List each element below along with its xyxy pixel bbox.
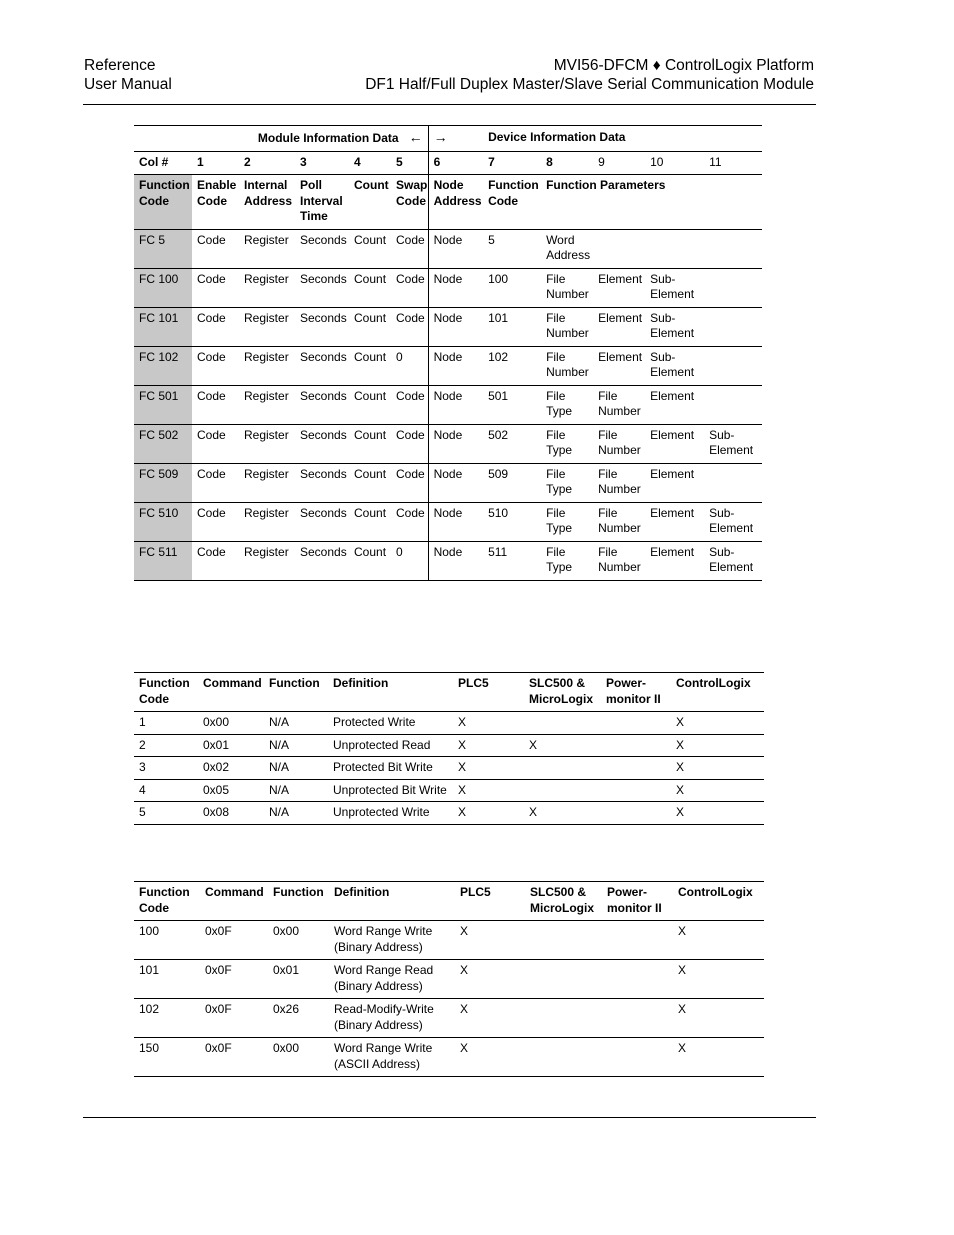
table-cell: FC 510 — [134, 502, 192, 541]
table-cell: FC 102 — [134, 346, 192, 385]
table-cell: File Number — [598, 466, 641, 496]
table-cell: 0x0F — [205, 963, 232, 977]
table-cell: Node — [428, 424, 483, 463]
table-cell: Unprotected Write — [333, 805, 430, 819]
table-body — [134, 712, 764, 825]
table-cell: 0x00 — [273, 1041, 300, 1055]
table-cell — [601, 757, 671, 780]
column-header: Function Parameters — [546, 178, 666, 192]
header-subtitle: DF1 Half/Full Duplex Master/Slave Serial Communication Module — [365, 76, 814, 93]
table-cell: 5 — [488, 232, 495, 247]
table-cell: 4 — [139, 782, 146, 797]
col-num: 3 — [300, 154, 307, 169]
table-row — [134, 712, 764, 735]
table-cell — [602, 1038, 673, 1077]
table-cell: X — [458, 782, 467, 797]
col-num: 11 — [709, 154, 722, 169]
table-cell: X — [678, 1002, 687, 1016]
table-cell: X — [460, 1041, 469, 1055]
table-cell: 0x0F — [205, 1041, 232, 1055]
table-cell: Element — [650, 466, 695, 481]
table-cell: 0x00 — [273, 924, 300, 938]
table-cell: X — [460, 924, 469, 938]
table-cell: 501 — [488, 388, 509, 403]
footer-rule — [83, 1117, 816, 1118]
table-cell: 0x0F — [205, 1002, 232, 1016]
table-cell: 3 — [139, 760, 146, 774]
table-cell — [704, 268, 762, 307]
table-cell: Seconds — [300, 505, 347, 520]
table-cell: Code — [396, 427, 425, 442]
column-header: Internal Address — [244, 178, 293, 208]
table-cell: Code — [197, 271, 226, 286]
table-cell: Count — [354, 388, 387, 403]
table-cell: Node — [428, 541, 483, 580]
col-num: 9 — [598, 154, 605, 169]
table-cell: N/A — [269, 760, 290, 774]
column-header: ControlLogix — [678, 885, 753, 899]
table-cell: File Type — [546, 388, 573, 418]
table-cell: Sub-Element — [650, 349, 695, 379]
column-header: Definition — [334, 885, 390, 899]
column-header: Power-monitor II — [606, 676, 661, 706]
table-row — [134, 999, 764, 1038]
table-cell: Count — [354, 310, 387, 325]
table-cell: File Number — [546, 271, 589, 301]
table-cell: Seconds — [300, 388, 347, 403]
table-cell: Sub-Element — [709, 427, 754, 457]
column-header: Function Code — [139, 885, 190, 915]
table-cell: Sub-Element — [650, 310, 695, 340]
table-cell: Node — [428, 463, 483, 502]
table-cell: Word Range Read (Binary Address) — [334, 963, 434, 993]
table-cell: FC 501 — [134, 385, 192, 424]
table-row — [134, 502, 762, 541]
table-cell: N/A — [269, 805, 290, 819]
table-cell: Register — [244, 349, 289, 364]
table-cell: Register — [244, 271, 289, 286]
table-cell — [524, 757, 601, 780]
table-cell: 0 — [396, 349, 403, 364]
table-cell: File Number — [598, 544, 641, 574]
table-cell: Word Range Write (ASCII Address) — [334, 1041, 433, 1071]
table-cell: FC 502 — [134, 424, 192, 463]
table-cell — [601, 734, 671, 757]
table-title-row — [134, 126, 762, 152]
table-row — [134, 779, 764, 802]
table-cell: Sub-Element — [709, 505, 754, 535]
table-cell: Code — [197, 505, 226, 520]
table-cell: Code — [197, 232, 226, 247]
device-info-header: Device Information Data — [488, 130, 626, 144]
table-cell — [525, 921, 602, 960]
column-header: Definition — [333, 676, 389, 690]
column-number-row — [134, 151, 762, 175]
column-header: Node Address — [428, 175, 483, 230]
table-cell: 509 — [488, 466, 509, 481]
table-cell: X — [458, 805, 467, 819]
column-header: Function Code — [139, 676, 190, 706]
table-cell: Code — [197, 544, 226, 559]
column-header: Command — [205, 885, 264, 899]
table-cell: 0x26 — [273, 1002, 300, 1016]
module-info-label: Module Information Data — [257, 131, 399, 145]
table-cell: Read-Modify-Write (Binary Address) — [334, 1002, 434, 1032]
column-header: Function Code — [134, 175, 192, 230]
table-cell: FC 100 — [134, 268, 192, 307]
table-cell: File Type — [546, 505, 573, 535]
table-cell — [704, 229, 762, 268]
table-cell: Count — [354, 271, 387, 286]
col-num: 7 — [488, 154, 495, 169]
header-rule — [83, 104, 816, 105]
table-cell: Seconds — [300, 349, 347, 364]
page-header-right — [365, 56, 814, 94]
arrow-left-icon: ← — [408, 129, 423, 145]
table-cell: File Number — [598, 427, 641, 457]
table-cell: X — [460, 1002, 469, 1016]
table-cell: Element — [598, 310, 643, 325]
header-section: Reference — [84, 57, 156, 74]
table-cell: 101 — [139, 963, 160, 977]
col-num: 4 — [354, 154, 361, 169]
col-num: 8 — [546, 154, 553, 169]
table-cell: Seconds — [300, 271, 347, 286]
table-cell: Register — [244, 232, 289, 247]
col-num: 6 — [428, 151, 483, 175]
table-row — [134, 385, 762, 424]
table-cell: 511 — [488, 544, 508, 559]
column-header: Poll Interval Time — [300, 178, 343, 223]
table-cell: File Number — [546, 310, 589, 340]
col-num: 10 — [650, 154, 664, 169]
table-cell: Word Address — [546, 232, 591, 262]
table-cell: Node — [428, 268, 483, 307]
table-cell: FC 101 — [134, 307, 192, 346]
basic-commands-table — [134, 672, 764, 825]
table-cell — [524, 712, 601, 735]
table-cell: Node — [428, 502, 483, 541]
column-header: Function — [273, 885, 324, 899]
table-header-row — [134, 673, 764, 712]
table-cell: Code — [197, 427, 226, 442]
table-cell: 150 — [139, 1041, 160, 1055]
table-cell: Element — [650, 505, 695, 520]
table-cell: X — [676, 805, 685, 819]
table-cell: Code — [396, 271, 425, 286]
table-row — [134, 802, 764, 825]
column-header: Command — [203, 676, 262, 690]
table-cell: Register — [244, 466, 289, 481]
table-cell: Code — [396, 232, 425, 247]
table-cell: File Number — [598, 505, 641, 535]
col-num: 1 — [197, 154, 204, 169]
table-cell: Unprotected Read — [333, 737, 431, 752]
table-row — [134, 307, 762, 346]
command-structure-table — [134, 125, 762, 581]
table-cell — [525, 1038, 602, 1077]
table-cell: Code — [197, 349, 226, 364]
table-cell: 510 — [488, 505, 509, 520]
table-cell — [601, 802, 671, 825]
column-header: PLC5 — [460, 885, 491, 899]
table-row — [134, 1038, 764, 1077]
table-body — [134, 229, 762, 580]
table-cell: Sub-Element — [650, 271, 695, 301]
table-row — [134, 734, 764, 757]
arrow-cell — [428, 126, 483, 152]
table-row — [134, 921, 764, 960]
table-cell: 0x02 — [203, 760, 230, 774]
table-cell: Protected Bit Write — [333, 760, 433, 774]
table-cell: Count — [354, 232, 387, 247]
table-cell: Count — [354, 466, 387, 481]
table-cell — [525, 999, 602, 1038]
table-cell: File Type — [546, 427, 573, 457]
table-cell: Element — [598, 349, 643, 364]
column-header: Function — [269, 676, 320, 690]
table-cell — [593, 229, 645, 268]
table-cell: X — [458, 715, 467, 729]
table-cell: 0x01 — [203, 737, 230, 752]
table-cell: Register — [244, 544, 289, 559]
col-num: 2 — [244, 154, 251, 169]
table-cell: X — [529, 737, 538, 752]
table-cell — [602, 921, 673, 960]
table-row — [134, 268, 762, 307]
table-cell: Protected Write — [333, 715, 416, 729]
table-cell: Code — [197, 310, 226, 325]
header-product: MVI56-DFCM ♦ ControlLogix Platform — [553, 57, 814, 74]
table-cell: Code — [197, 388, 226, 403]
table-cell — [525, 960, 602, 999]
table-cell: X — [458, 737, 467, 752]
table-row — [134, 346, 762, 385]
table-cell — [602, 999, 673, 1038]
table-cell: 0x00 — [203, 715, 230, 729]
column-header: SLC500 & MicroLogix — [529, 676, 594, 706]
table-cell: X — [678, 963, 687, 977]
table-cell: Sub-Element — [709, 544, 754, 574]
header-doc-type: User Manual — [84, 76, 172, 93]
table-cell: Count — [354, 349, 387, 364]
table-cell: Code — [396, 466, 425, 481]
table-header-row — [134, 175, 762, 230]
table-cell: 1 — [139, 715, 146, 729]
table-cell: N/A — [269, 715, 290, 729]
table-cell: X — [460, 963, 469, 977]
table-cell: File Number — [598, 388, 641, 418]
table-cell: 5 — [139, 805, 146, 819]
table-cell: 101 — [488, 310, 509, 325]
table-cell — [601, 712, 671, 735]
table-cell: Unprotected Bit Write — [333, 782, 447, 797]
table-cell: X — [458, 760, 467, 774]
column-header: Function Code — [488, 178, 539, 208]
table-cell: X — [678, 924, 687, 938]
col-num: 5 — [396, 154, 403, 169]
table-cell: 0 — [396, 544, 403, 559]
table-cell: FC 5 — [134, 229, 192, 268]
table-cell: 0x0F — [205, 924, 232, 938]
column-header: Swap Code — [396, 178, 428, 208]
table-cell: Register — [244, 388, 289, 403]
table-cell: Node — [428, 307, 483, 346]
table-cell: X — [676, 782, 685, 797]
table-cell: 0x05 — [203, 782, 230, 797]
table-cell: Count — [354, 427, 387, 442]
table-cell — [601, 779, 671, 802]
table-cell: File Type — [546, 544, 573, 574]
table-cell: Node — [428, 346, 483, 385]
table-row — [134, 463, 762, 502]
table-cell — [524, 779, 601, 802]
table-cell: Element — [650, 427, 695, 442]
table-cell: Seconds — [300, 466, 347, 481]
table-cell: File Type — [546, 466, 573, 496]
table-body — [134, 921, 764, 1077]
table-cell — [645, 229, 704, 268]
table-header-row — [134, 882, 764, 921]
module-info-header — [134, 126, 428, 152]
table-cell: Seconds — [300, 427, 347, 442]
column-header: Power-monitor II — [607, 885, 662, 915]
table-cell: 0x01 — [273, 963, 300, 977]
table-cell: 100 — [488, 271, 509, 286]
table-row — [134, 424, 762, 463]
table-cell — [602, 960, 673, 999]
table-cell: Code — [197, 466, 226, 481]
table-cell: X — [676, 760, 685, 774]
table-cell: FC 511 — [134, 541, 192, 580]
table-cell: Register — [244, 427, 289, 442]
table-cell — [704, 463, 762, 502]
table-cell: Register — [244, 310, 289, 325]
table-cell: Register — [244, 505, 289, 520]
table-cell: X — [676, 715, 685, 729]
table-cell: Element — [650, 388, 695, 403]
table-row — [134, 757, 764, 780]
table-cell — [704, 307, 762, 346]
table-cell: 102 — [139, 1002, 160, 1016]
table-cell: Code — [396, 505, 425, 520]
table-cell: X — [529, 805, 538, 819]
column-header: ControlLogix — [676, 676, 751, 690]
table-cell: Element — [598, 271, 643, 286]
table-cell: FC 509 — [134, 463, 192, 502]
table-cell — [704, 385, 762, 424]
table-cell: 102 — [488, 349, 509, 364]
table-row — [134, 541, 762, 580]
table-cell — [704, 346, 762, 385]
table-cell: N/A — [269, 737, 290, 752]
table-row — [134, 960, 764, 999]
column-header: Count — [354, 178, 389, 192]
table-cell: Node — [428, 385, 483, 424]
arrow-right-icon: → — [433, 129, 448, 145]
table-cell: Seconds — [300, 310, 347, 325]
column-header: PLC5 — [458, 676, 489, 690]
col-label: Col # — [139, 154, 169, 169]
table-cell: File Number — [546, 349, 589, 379]
table-cell: 2 — [139, 737, 146, 752]
table-cell: Count — [354, 544, 387, 559]
table-cell: Word Range Write (Binary Address) — [334, 924, 433, 954]
table-cell: Seconds — [300, 544, 347, 559]
table-cell: X — [678, 1041, 687, 1055]
table-cell: 100 — [139, 924, 160, 938]
table-cell: X — [676, 737, 685, 752]
table-cell: 502 — [488, 427, 509, 442]
plc5-commands-table — [134, 881, 764, 1077]
table-cell: Node — [428, 229, 483, 268]
column-header: Enable Code — [197, 178, 237, 208]
table-cell: N/A — [269, 782, 290, 797]
table-cell: Element — [650, 544, 695, 559]
table-cell: Seconds — [300, 232, 347, 247]
table-row — [134, 229, 762, 268]
table-cell: Count — [354, 505, 387, 520]
table-cell: Code — [396, 388, 425, 403]
table-cell: 0x08 — [203, 805, 230, 819]
table-cell: Code — [396, 310, 425, 325]
column-header: SLC500 & MicroLogix — [530, 885, 595, 915]
page-header-left — [84, 56, 172, 94]
